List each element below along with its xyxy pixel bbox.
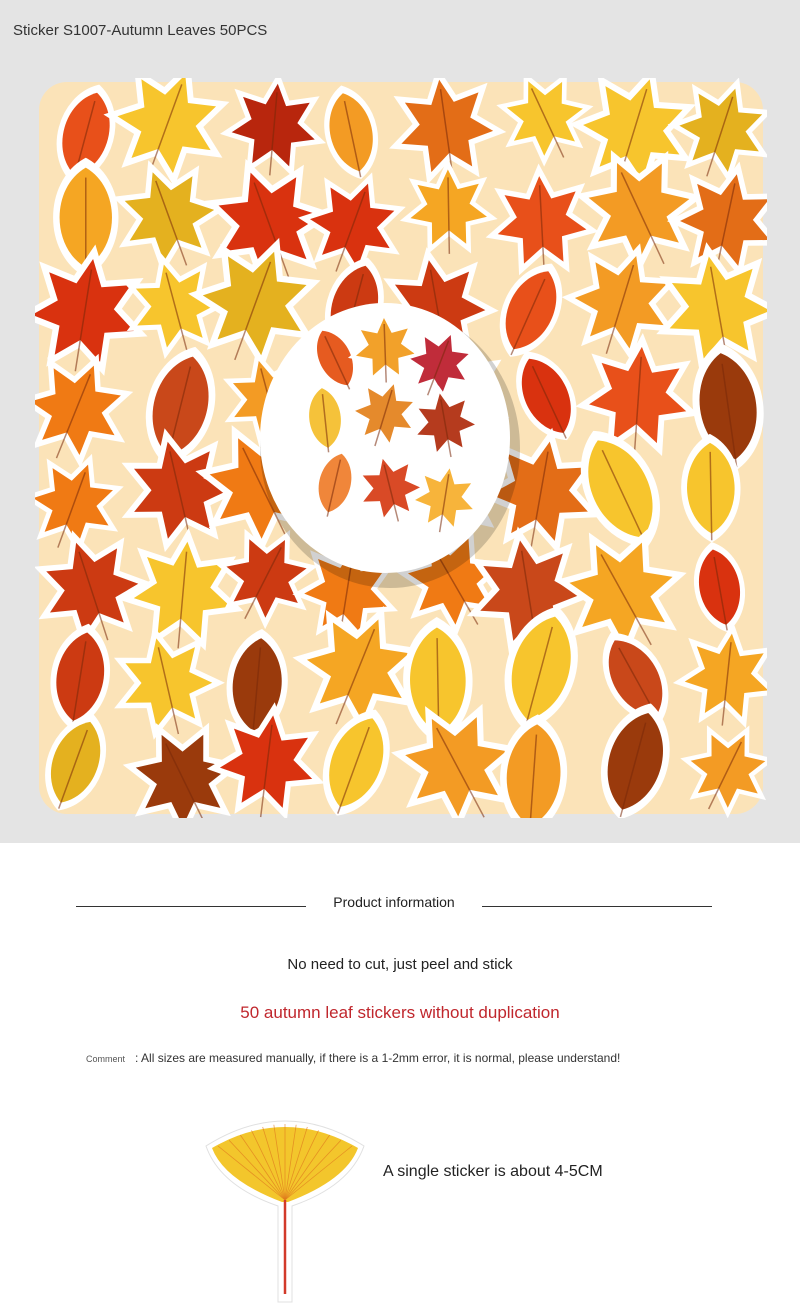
- comment-row: [86, 1051, 620, 1065]
- product-info-header: [76, 891, 712, 915]
- product-info-section: [0, 843, 800, 1295]
- product-title: Sticker S1007-Autumn Leaves 50PCS: [13, 22, 268, 39]
- comment-tag: Comment: [86, 1054, 126, 1064]
- comment-text: : All sizes are measured manually, if there is a 1-2mm error, it is normal, please understand!: [135, 1051, 621, 1065]
- product-info-heading: Product information: [333, 894, 455, 910]
- divider-right: [482, 906, 712, 907]
- sticker-count-note: 50 autumn leaf stickers without duplication: [240, 1003, 560, 1022]
- sticker-size-note: A single sticker is about 4-5CM: [383, 1163, 603, 1180]
- sticker-collage: [35, 78, 767, 818]
- peel-and-stick-note: No need to cut, just peel and stick: [287, 956, 513, 973]
- leaf-sticker: [56, 162, 115, 275]
- ginkgo-leaf-sample-image: [200, 1106, 370, 1306]
